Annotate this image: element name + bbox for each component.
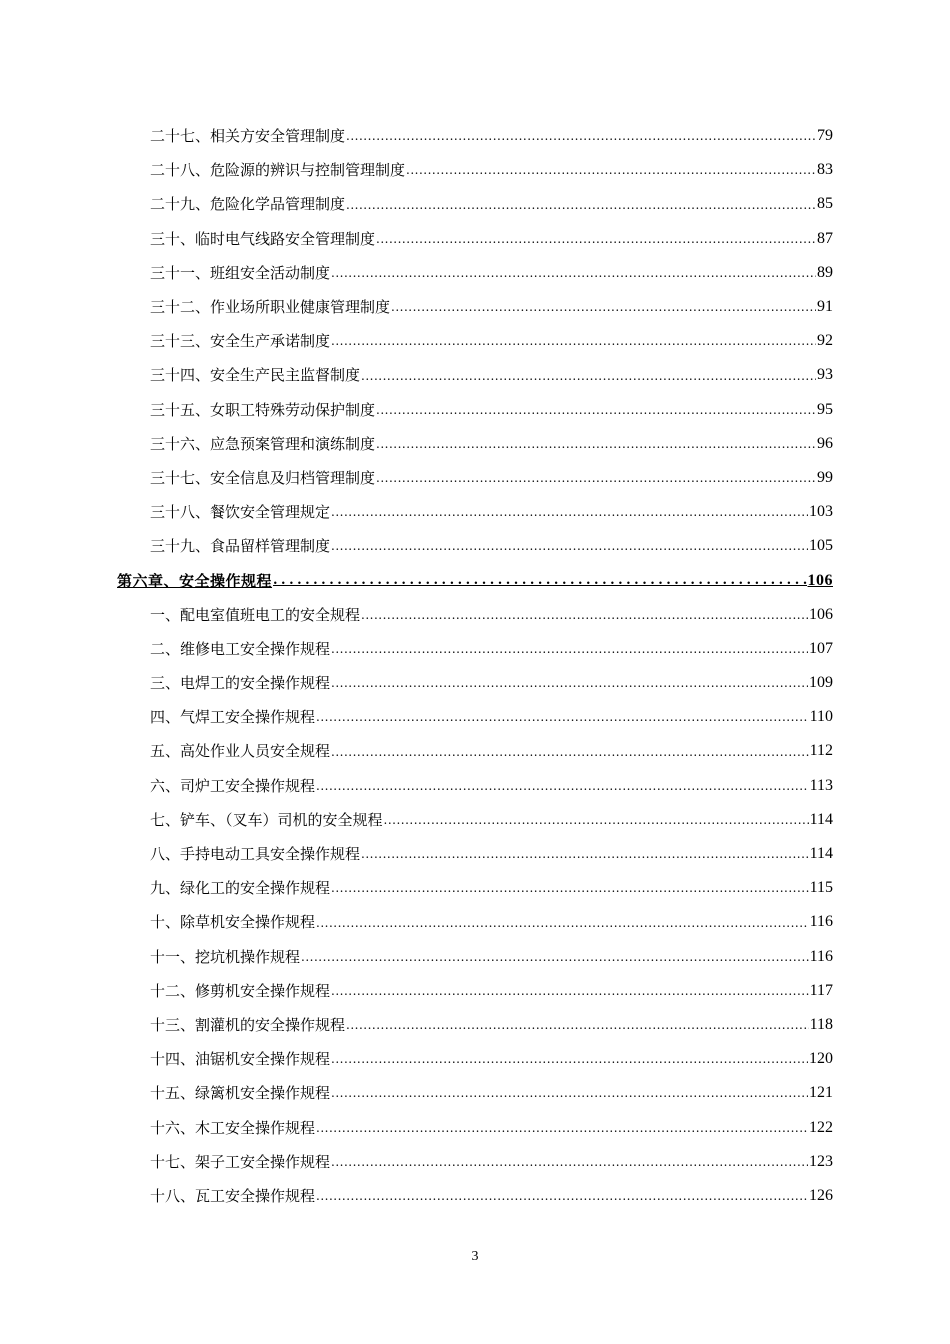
toc-dot-leader [331,1083,808,1110]
toc-entry-title: 二十八、危险源的辨识与控制管理制度 [150,161,406,180]
toc-entry[interactable] [150,734,833,768]
toc-dot-leader [316,707,809,734]
toc-entry-page: 110 [809,708,833,726]
toc-entry-title: 十七、架子工安全操作规程 [150,1152,331,1171]
toc-dot-leader [273,571,806,598]
toc-entry[interactable] [150,974,833,1008]
toc-entry-page: 99 [817,468,833,486]
toc-entry-page: 123 [809,1152,833,1170]
toc-entry[interactable] [150,598,833,632]
toc-entry-title: 三、电焊工的安全操作规程 [150,674,331,693]
toc-dot-leader [376,468,816,495]
toc-entry[interactable] [150,1179,833,1213]
toc-entry-page: 106 [809,605,833,623]
toc-entry[interactable] [150,461,833,495]
toc-entry-page: 126 [809,1186,833,1204]
toc-entry[interactable] [150,837,833,871]
table-of-contents [0,119,950,1213]
toc-dot-leader [384,810,809,837]
toc-entry-title: 九、绿化工的安全操作规程 [150,879,331,898]
toc-entry-title: 十五、绿篱机安全操作规程 [150,1084,331,1103]
toc-dot-leader [331,742,809,769]
toc-entry[interactable] [150,256,833,290]
toc-entry-page: 91 [817,298,833,316]
toc-dot-leader [331,1152,808,1179]
toc-entry-page: 117 [809,981,833,999]
toc-entry-page: 79 [817,127,833,145]
toc-entry[interactable] [150,529,833,563]
toc-entry[interactable] [150,495,833,529]
toc-entry-title: 六、司炉工安全操作规程 [150,776,316,795]
toc-entry[interactable] [150,769,833,803]
toc-dot-leader [331,1049,808,1076]
toc-entry-title: 三十七、安全信息及归档管理制度 [150,468,376,487]
toc-entry[interactable] [150,632,833,666]
toc-entry[interactable] [150,1145,833,1179]
toc-dot-leader [331,673,808,700]
toc-dot-leader [331,639,808,666]
toc-entry-title: 二十九、危险化学品管理制度 [150,195,346,214]
toc-entry-title: 四、气焊工安全操作规程 [150,708,316,727]
toc-entry[interactable] [150,393,833,427]
toc-entry-title: 三十二、作业场所职业健康管理制度 [150,298,391,317]
toc-entry-title: 三十八、餐饮安全管理规定 [150,503,331,522]
toc-entry[interactable] [150,803,833,837]
toc-entry-title: 三十六、应急预案管理和演练制度 [150,434,376,453]
toc-entry-page: 121 [809,1084,833,1102]
toc-entry-page: 92 [817,332,833,350]
toc-dot-leader [346,126,816,153]
toc-entry-title: 三十一、班组安全活动制度 [150,263,331,282]
toc-entry[interactable] [150,871,833,905]
toc-entry[interactable] [150,119,833,153]
toc-entry-page: 93 [817,366,833,384]
toc-dot-leader [361,844,809,871]
toc-entry[interactable] [150,1076,833,1110]
toc-dot-leader [376,434,816,461]
toc-dot-leader [331,331,816,358]
toc-entry-title: 二、维修电工安全操作规程 [150,639,331,658]
toc-dot-leader [376,229,816,256]
toc-entry[interactable] [150,324,833,358]
toc-dot-leader [376,400,816,427]
toc-entry[interactable] [150,187,833,221]
toc-entry[interactable] [150,290,833,324]
toc-entry[interactable] [150,222,833,256]
toc-entry[interactable] [150,1008,833,1042]
toc-entry-title: 第六章、安全操作规程 [117,571,273,590]
toc-entry-page: 109 [809,674,833,692]
toc-dot-leader [316,1118,808,1145]
toc-dot-leader [346,195,816,222]
toc-dot-leader [316,776,809,803]
toc-entry-title: 十三、割灌机的安全操作规程 [150,1015,346,1034]
toc-entry[interactable] [150,427,833,461]
toc-dot-leader [406,160,816,187]
toc-entry-title: 十八、瓦工安全操作规程 [150,1186,316,1205]
toc-dot-leader [331,981,809,1008]
toc-entry-title: 十、除草机安全操作规程 [150,913,316,932]
toc-entry-page: 107 [809,639,833,657]
toc-entry-title: 八、手持电动工具安全操作规程 [150,845,361,864]
toc-entry-page: 122 [809,1118,833,1136]
toc-entry-title: 三十五、女职工特殊劳动保护制度 [150,400,376,419]
toc-entry-title: 十二、修剪机安全操作规程 [150,981,331,1000]
toc-entry-title: 三十、临时电气线路安全管理制度 [150,229,376,248]
toc-entry[interactable] [150,905,833,939]
toc-dot-leader [361,366,816,393]
toc-entry-title: 二十七、相关方安全管理制度 [150,127,346,146]
toc-chapter-entry[interactable] [117,563,833,597]
toc-entry-title: 三十四、安全生产民主监督制度 [150,366,361,385]
toc-dot-leader [361,605,808,632]
toc-entry-title: 一、配电室值班电工的安全规程 [150,605,361,624]
toc-entry-title: 七、铲车、（叉车）司机的安全规程 [150,810,383,829]
toc-dot-leader [316,1186,808,1213]
toc-entry-page: 105 [809,537,833,555]
toc-entry[interactable] [150,1110,833,1144]
toc-entry-page: 87 [817,229,833,247]
toc-entry-page: 118 [809,1015,833,1033]
toc-dot-leader [331,878,809,905]
toc-entry-title: 三十九、食品留样管理制度 [150,537,331,556]
toc-entry-page: 120 [809,1050,833,1068]
page-number: 3 [471,1249,479,1264]
toc-entry-page: 116 [809,913,833,931]
toc-entry-page: 85 [817,195,833,213]
toc-entry-page: 103 [809,503,833,521]
toc-entry[interactable] [150,700,833,734]
toc-entry[interactable] [150,153,833,187]
toc-entry-title: 十六、木工安全操作规程 [150,1118,316,1137]
toc-entry[interactable] [150,666,833,700]
toc-entry-page: 95 [817,400,833,418]
toc-entry-page: 114 [809,810,833,828]
toc-entry-page: 89 [817,263,833,281]
toc-entry[interactable] [150,1042,833,1076]
toc-entry-page: 113 [809,776,833,794]
toc-entry[interactable] [150,940,833,974]
toc-dot-leader [331,536,808,563]
toc-dot-leader [331,263,816,290]
toc-entry-page: 115 [809,879,833,897]
toc-entry-page: 83 [817,161,833,179]
toc-dot-leader [346,1015,809,1042]
toc-dot-leader [331,502,808,529]
toc-entry-title: 五、高处作业人员安全规程 [150,742,331,761]
toc-entry-title: 十一、挖坑机操作规程 [150,947,301,966]
toc-entry-page: 106 [807,571,833,589]
toc-entry-page: 112 [809,742,833,760]
toc-entry-title: 十四、油锯机安全操作规程 [150,1050,331,1069]
toc-dot-leader [316,913,809,940]
toc-entry[interactable] [150,358,833,392]
toc-dot-leader [391,297,816,324]
toc-entry-title: 三十三、安全生产承诺制度 [150,332,331,351]
toc-entry-page: 114 [809,845,833,863]
toc-dot-leader [301,947,809,974]
toc-entry-page: 96 [817,434,833,452]
toc-entry-page: 116 [809,947,833,965]
